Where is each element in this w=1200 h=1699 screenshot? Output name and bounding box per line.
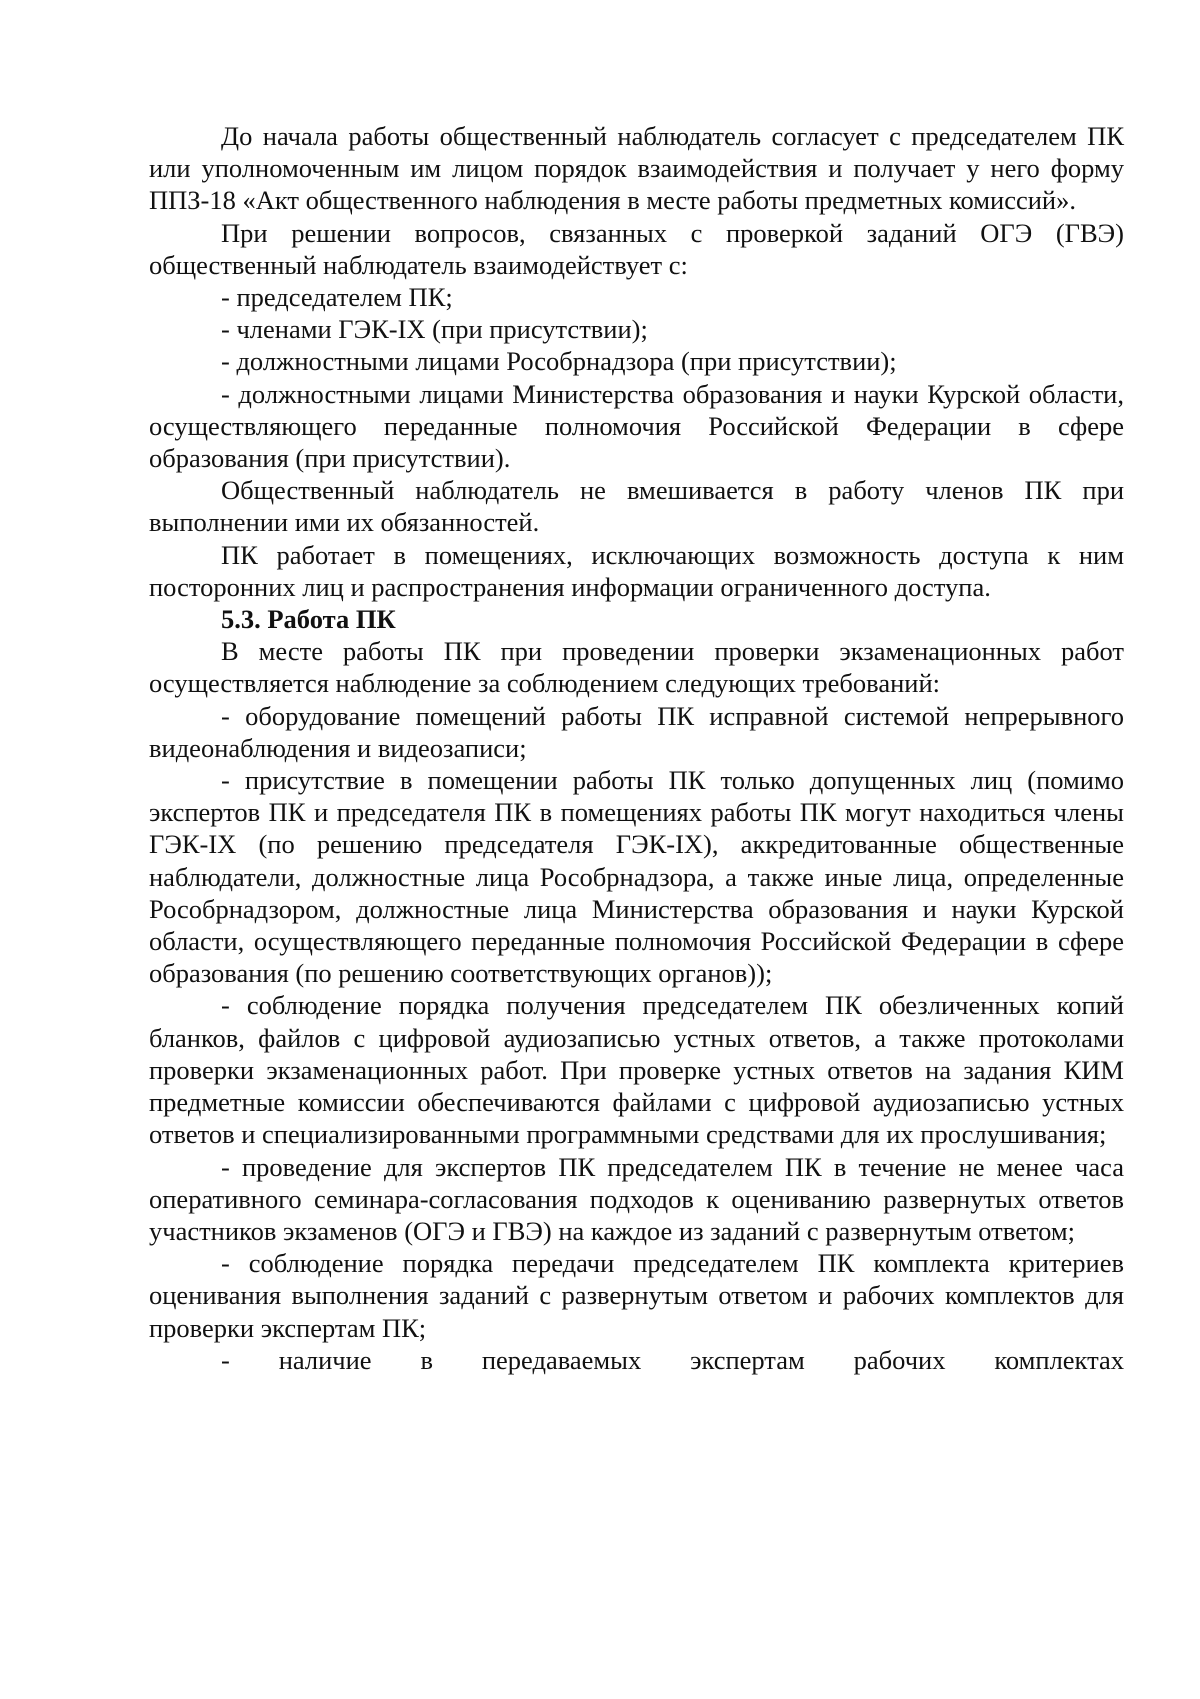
paragraph-observer-agreement: До начала работы общественный наблюдатель согласует с председателем ПК или уполномоченным им лицом порядок взаимодействия и получает у него форму ППЗ-18 «Акт общественного наблюдения в месте работы предметных комиссий». bbox=[149, 121, 1124, 216]
paragraph-non-interference: Общественный наблюдатель не вмешивается в работу членов ПК при выполнении ими их обязанностей. bbox=[149, 475, 1124, 538]
list-item-working-kits: - наличие в передаваемых экспертам рабочих комплектах bbox=[221, 1344, 1124, 1375]
list-item-admitted-persons: - присутствие в помещении работы ПК только допущенных лиц (помимо экспертов ПК и председателя ПК в помещениях работы ПК могут находиться члены ГЭК-IX (по решению председателя ГЭК-IX), аккредитованные общественные наблюдатели, должностные лица Рособрнадзора, а также иные лица, определенные Рособрнадзором, должностные лица Министерства образования и науки Курской области, осуществляющего переданные полномочия Российской Федерации в сфере образования (по решению соответствующих органов)); bbox=[149, 765, 1124, 989]
list-item-criteria-transfer: - соблюдение порядка передачи председателем ПК комплекта критериев оценивания выполнения заданий с развернутым ответом и рабочих комплектов для проверки экспертам ПК; bbox=[149, 1248, 1124, 1343]
paragraph-interaction-intro: При решении вопросов, связанных с проверкой заданий ОГЭ (ГВЭ) общественный наблюдатель взаимодействует с: bbox=[149, 217, 1124, 280]
list-item-video-surveillance: - оборудование помещений работы ПК исправной системой непрерывного видеонаблюдения и видеозаписи; bbox=[149, 700, 1124, 763]
list-item-ministry: - должностными лицами Министерства образования и науки Курской области, осуществляющего переданные полномочия Российской Федерации в сфере образования (при присутствии). bbox=[149, 378, 1124, 474]
paragraph-requirements-intro: В месте работы ПК при проведении проверки экзаменационных работ осуществляется наблюдение за соблюдением следующих требований: bbox=[149, 636, 1124, 699]
section-heading: 5.3. Работа ПК bbox=[221, 604, 396, 635]
paragraph-premises: ПК работает в помещениях, исключающих возможность доступа к ним посторонних лиц и распространения информации ограниченного доступа. bbox=[149, 539, 1124, 602]
list-item-chairman: - председателем ПК; bbox=[221, 282, 453, 313]
list-item-receiving-copies: - соблюдение порядка получения председателем ПК обезличенных копий бланков, файлов с цифровой аудиозаписью устных ответов, а также протоколами проверки экзаменационных работ. При проверке устных ответов на задания КИМ предметные комиссии обеспечиваются файлами с цифровой аудиозаписью устных ответов и специализированными программными средствами для их прослушивания; bbox=[149, 990, 1124, 1150]
list-item-seminar: - проведение для экспертов ПК председателем ПК в течение не менее часа оперативного семинара-согласования подходов к оцениванию развернутых ответов участников экзаменов (ОГЭ и ГВЭ) на каждое из заданий с развернутым ответом; bbox=[149, 1151, 1124, 1246]
list-item-gek-members: - членами ГЭК-IX (при присутствии); bbox=[221, 314, 648, 345]
list-item-rosobrnadzor: - должностными лицами Рособрнадзора (при присутствии); bbox=[221, 346, 897, 377]
document-body bbox=[149, 120, 1124, 1376]
